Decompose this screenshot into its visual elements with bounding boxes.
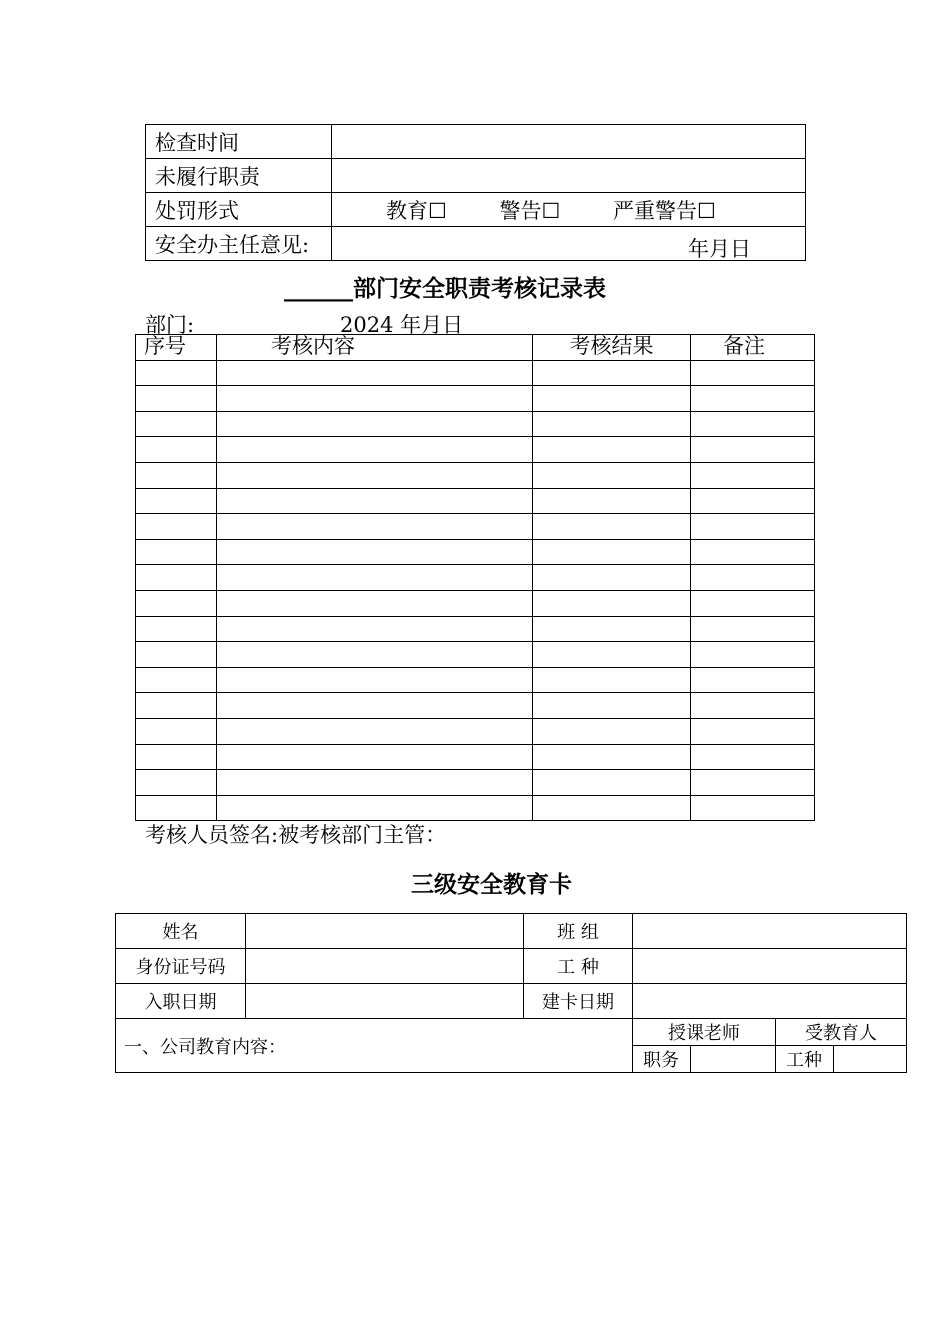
- inspection-time-row: [146, 125, 806, 159]
- content-cell[interactable]: [217, 744, 533, 770]
- number-cell[interactable]: [136, 514, 217, 540]
- id-number-value[interactable]: [246, 949, 524, 984]
- card-date-value[interactable]: [633, 984, 907, 1019]
- penalty-label: 处罚形式: [146, 193, 332, 227]
- content-cell[interactable]: [217, 437, 533, 463]
- content-cell[interactable]: [217, 616, 533, 642]
- card-row-name: [116, 914, 907, 949]
- group-value[interactable]: [633, 914, 907, 949]
- inspection-time-value[interactable]: [332, 125, 806, 159]
- table-row: [136, 514, 815, 540]
- department-label: 部门:: [145, 313, 195, 337]
- number-cell[interactable]: [136, 770, 217, 796]
- remarks-cell[interactable]: [691, 693, 815, 719]
- col-header-number: 序号: [136, 335, 217, 361]
- content-cell[interactable]: [217, 693, 533, 719]
- content-cell[interactable]: [217, 565, 533, 591]
- result-cell[interactable]: [533, 718, 691, 744]
- table-row: [136, 539, 815, 565]
- director-opinion-date[interactable]: 年月日: [332, 227, 806, 261]
- work-type-value[interactable]: [633, 949, 907, 984]
- penalty-row: [146, 193, 806, 227]
- education-card-table: [115, 913, 907, 1073]
- content-cell[interactable]: [217, 667, 533, 693]
- record-title-text: 部门安全职责考核记录表: [353, 276, 606, 302]
- result-cell[interactable]: [533, 795, 691, 821]
- result-cell[interactable]: [533, 693, 691, 719]
- remarks-cell[interactable]: [691, 411, 815, 437]
- position-value[interactable]: [691, 1046, 776, 1073]
- content-cell[interactable]: [217, 360, 533, 386]
- remarks-cell[interactable]: [691, 590, 815, 616]
- number-cell[interactable]: [136, 565, 217, 591]
- remarks-cell[interactable]: [691, 770, 815, 796]
- work-type2-label: 工种: [776, 1046, 834, 1073]
- remarks-cell[interactable]: [691, 514, 815, 540]
- inspection-table: [145, 124, 806, 261]
- record-body: [136, 360, 815, 821]
- table-row: [136, 360, 815, 386]
- result-cell[interactable]: [533, 565, 691, 591]
- table-row: [136, 718, 815, 744]
- content-cell[interactable]: [217, 386, 533, 412]
- table-row: [136, 616, 815, 642]
- card-row-education-top: [116, 1019, 907, 1046]
- content-cell[interactable]: [217, 770, 533, 796]
- result-cell[interactable]: [533, 462, 691, 488]
- content-cell[interactable]: [217, 795, 533, 821]
- table-row: [136, 488, 815, 514]
- penalty-warning-option[interactable]: 警告☐: [499, 198, 561, 223]
- director-opinion-label: 安全办主任意见:: [146, 227, 332, 261]
- col-header-content: 考核内容: [217, 335, 533, 361]
- remarks-cell[interactable]: [691, 616, 815, 642]
- table-row: [136, 590, 815, 616]
- number-cell[interactable]: [136, 411, 217, 437]
- record-title-blank: ______: [284, 276, 353, 302]
- result-cell[interactable]: [533, 667, 691, 693]
- trainee-label: 受教育人: [776, 1019, 907, 1046]
- record-date: 2024 年月日: [340, 313, 464, 337]
- position-label: 职务: [633, 1046, 691, 1073]
- content-cell[interactable]: [217, 642, 533, 668]
- content-cell[interactable]: [217, 488, 533, 514]
- col-header-remarks: 备注: [691, 335, 815, 361]
- table-row: [136, 411, 815, 437]
- number-cell[interactable]: [136, 642, 217, 668]
- number-cell[interactable]: [136, 795, 217, 821]
- result-cell[interactable]: [533, 770, 691, 796]
- remarks-cell[interactable]: [691, 565, 815, 591]
- result-cell[interactable]: [533, 360, 691, 386]
- signature-line: 考核人员签名:被考核部门主管：: [145, 823, 447, 847]
- number-cell[interactable]: [136, 539, 217, 565]
- card-row-id: [116, 949, 907, 984]
- join-date-label: 入职日期: [116, 984, 246, 1019]
- result-cell[interactable]: [533, 488, 691, 514]
- penalty-serious-warning-option[interactable]: 严重警告☐: [613, 198, 716, 223]
- content-cell[interactable]: [217, 718, 533, 744]
- remarks-cell[interactable]: [691, 642, 815, 668]
- group-label: 班 组: [524, 914, 633, 949]
- work-type2-value[interactable]: [834, 1046, 907, 1073]
- remarks-cell[interactable]: [691, 718, 815, 744]
- remarks-cell[interactable]: [691, 667, 815, 693]
- content-cell[interactable]: [217, 590, 533, 616]
- join-date-value[interactable]: [246, 984, 524, 1019]
- number-cell[interactable]: [136, 693, 217, 719]
- result-cell[interactable]: [533, 744, 691, 770]
- table-row: [136, 642, 815, 668]
- col-header-result: 考核结果: [533, 335, 691, 361]
- id-number-label: 身份证号码: [116, 949, 246, 984]
- number-cell[interactable]: [136, 488, 217, 514]
- content-cell[interactable]: [217, 411, 533, 437]
- table-row: [136, 693, 815, 719]
- unfulfilled-duty-label: 未履行职责: [146, 159, 332, 193]
- table-row: [136, 565, 815, 591]
- remarks-cell[interactable]: [691, 360, 815, 386]
- table-row: [136, 667, 815, 693]
- table-row: [136, 744, 815, 770]
- content-cell[interactable]: [217, 514, 533, 540]
- number-cell[interactable]: [136, 667, 217, 693]
- content-cell[interactable]: [217, 539, 533, 565]
- result-cell[interactable]: [533, 642, 691, 668]
- remarks-cell[interactable]: [691, 462, 815, 488]
- director-opinion-row: [146, 227, 806, 261]
- penalty-options: [332, 193, 806, 227]
- result-cell[interactable]: [533, 616, 691, 642]
- remarks-cell[interactable]: [691, 437, 815, 463]
- content-cell[interactable]: [217, 462, 533, 488]
- remarks-cell[interactable]: [691, 744, 815, 770]
- record-title: [284, 270, 606, 303]
- number-cell[interactable]: [136, 462, 217, 488]
- number-cell[interactable]: [136, 718, 217, 744]
- result-cell[interactable]: [533, 539, 691, 565]
- result-cell[interactable]: [533, 411, 691, 437]
- table-row: [136, 437, 815, 463]
- result-cell[interactable]: [533, 386, 691, 412]
- remarks-cell[interactable]: [691, 386, 815, 412]
- card-date-label: 建卡日期: [524, 984, 633, 1019]
- table-row: [136, 770, 815, 796]
- card-row-dates: [116, 984, 907, 1019]
- result-cell[interactable]: [533, 514, 691, 540]
- company-education-label: 一、公司教育内容：: [116, 1019, 633, 1073]
- table-row: [136, 386, 815, 412]
- inspection-time-label: 检查时间: [146, 125, 332, 159]
- name-label: 姓名: [116, 914, 246, 949]
- teacher-label: 授课老师: [633, 1019, 776, 1046]
- result-cell[interactable]: [533, 590, 691, 616]
- number-cell[interactable]: [136, 437, 217, 463]
- table-row: [136, 795, 815, 821]
- remarks-cell[interactable]: [691, 795, 815, 821]
- number-cell[interactable]: [136, 744, 217, 770]
- number-cell[interactable]: [136, 386, 217, 412]
- name-value[interactable]: [246, 914, 524, 949]
- table-row: [136, 462, 815, 488]
- result-cell[interactable]: [533, 437, 691, 463]
- penalty-education-option[interactable]: 教育☐: [386, 198, 447, 223]
- record-table: [135, 334, 815, 821]
- remarks-cell[interactable]: [691, 488, 815, 514]
- number-cell[interactable]: [136, 360, 217, 386]
- unfulfilled-duty-value[interactable]: [332, 159, 806, 193]
- remarks-cell[interactable]: [691, 539, 815, 565]
- work-type-label: 工 种: [524, 949, 633, 984]
- number-cell[interactable]: [136, 616, 217, 642]
- number-cell[interactable]: [136, 590, 217, 616]
- unfulfilled-duty-row: [146, 159, 806, 193]
- record-header-row: [136, 335, 815, 361]
- card-title: 三级安全教育卡: [411, 872, 572, 898]
